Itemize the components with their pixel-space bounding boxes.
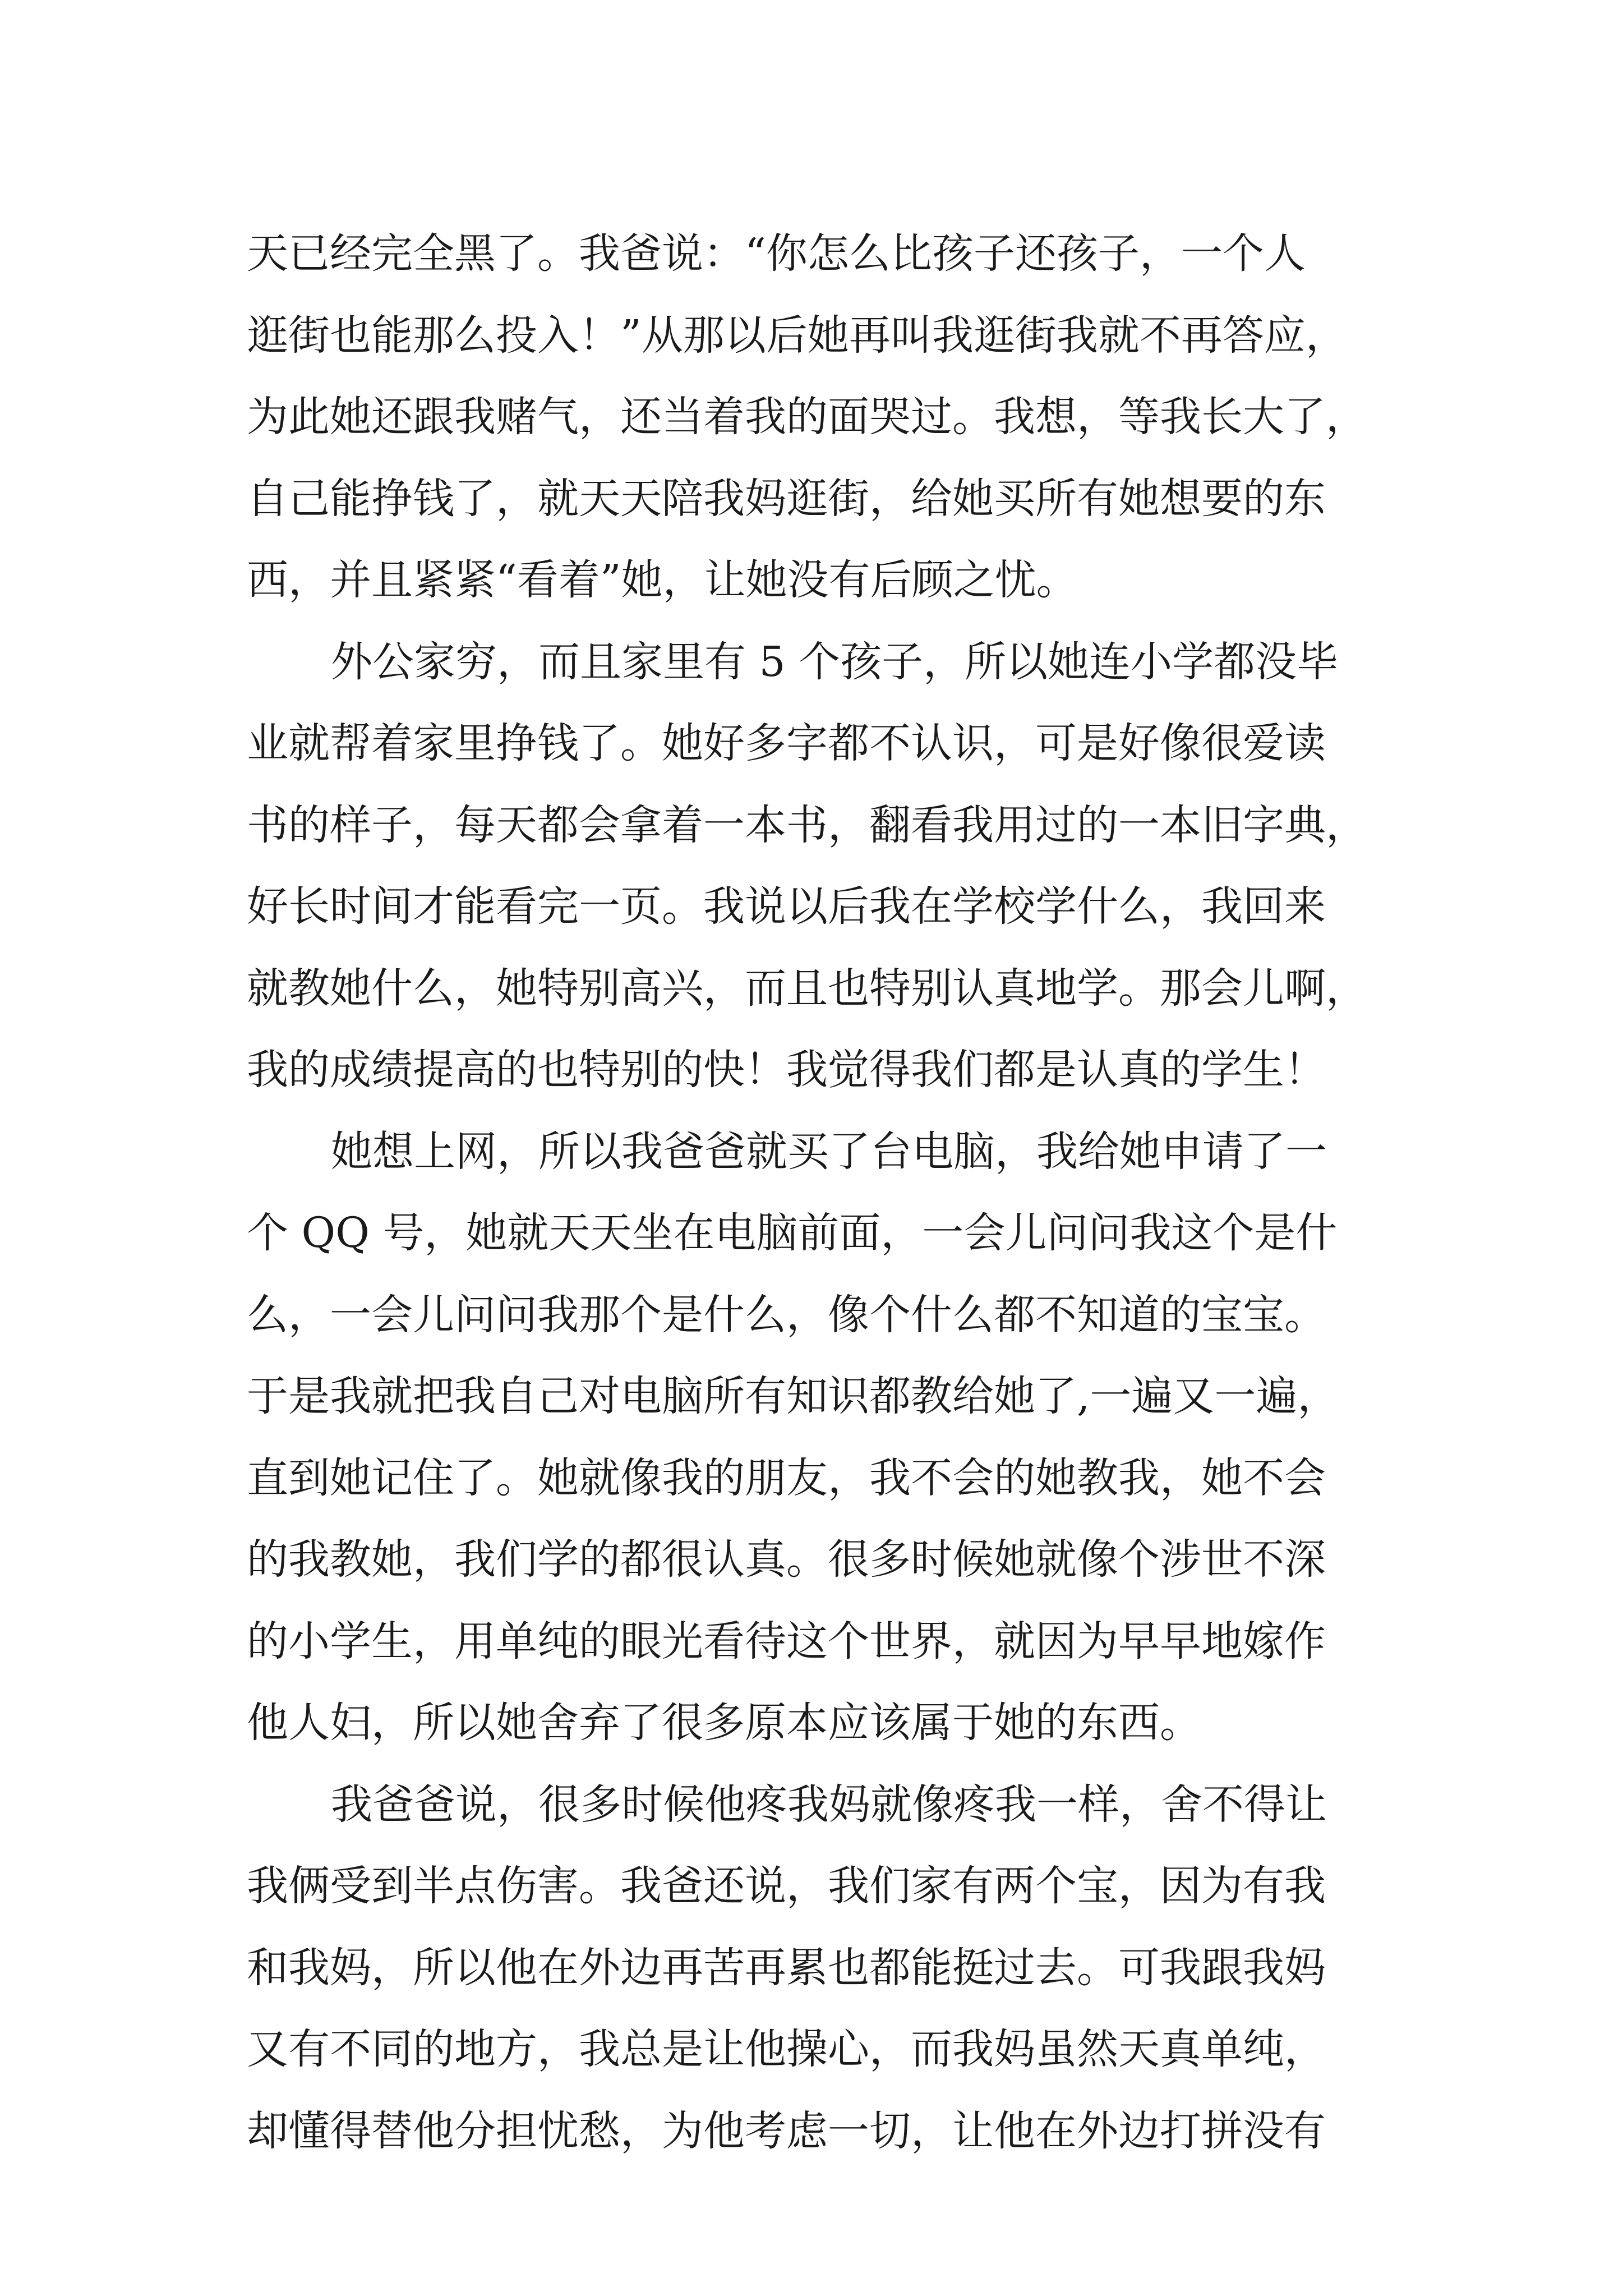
text-line: 就教她什么，她特别高兴，而且也特别认真地学。那会儿啊， [247, 964, 1367, 1013]
text-line: 自己能挣钱了，就天天陪我妈逛街，给她买所有她想要的东 [247, 474, 1326, 523]
paragraph-3 [247, 1111, 1391, 1764]
text-line: 我爸爸说，很多时候他疼我妈就像疼我一样，舍不得让 [331, 1780, 1327, 1829]
text-line: 和我妈，所以他在外边再苦再累也都能挺过去。可我跟我妈 [247, 1943, 1326, 1992]
text-line: 天已经完全黑了。我爸说：“你怎么比孩子还孩子，一个人 [247, 229, 1306, 278]
text-line: 他人妇，所以她舍弃了很多原本应该属于她的东西。 [247, 1699, 1201, 1747]
text-line: 个 QQ 号，她就天天坐在电脑前面，一会儿问问我这个是什 [247, 1209, 1338, 1257]
text-line: 逛街也能那么投入！”从那以后她再叫我逛街我就不再答应， [247, 311, 1347, 360]
text-line: 的我教她，我们学的都很认真。很多时候她就像个涉世不深 [247, 1535, 1326, 1584]
text-line: 为此她还跟我赌气，还当着我的面哭过。我想，等我长大了， [247, 393, 1367, 441]
text-line: 我俩受到半点伤害。我爸还说，我们家有两个宝，因为有我 [247, 1862, 1326, 1910]
text-line: 的小学生，用单纯的眼光看待这个世界，就因为早早地嫁作 [247, 1617, 1326, 1665]
text-line: 业就帮着家里挣钱了。她好多字都不认识，可是好像很爱读 [247, 719, 1326, 767]
text-line: 外公家穷，而且家里有 5 个孩子，所以她连小学都没毕 [331, 637, 1339, 686]
body-text [247, 213, 1391, 2172]
paragraph-2 [247, 622, 1391, 1111]
text-line: 书的样子，每天都会拿着一本书，翻看我用过的一本旧字典， [247, 800, 1367, 849]
text-line: 却懂得替他分担忧愁，为他考虑一切，让他在外边打拼没有 [247, 2106, 1326, 2155]
text-line: 直到她记住了。她就像我的朋友，我不会的她教我，她不会 [247, 1453, 1326, 1502]
text-line: 于是我就把我自己对电脑所有知识都教给她了,一遍又一遍， [247, 1372, 1339, 1420]
text-line: 好长时间才能看完一页。我说以后我在学校学什么，我回来 [247, 882, 1326, 931]
text-line: 我的成绩提高的也特别的快！我觉得我们都是认真的学生！ [247, 1046, 1326, 1094]
paragraph-1 [247, 213, 1391, 622]
paragraph-4 [247, 1764, 1391, 2173]
text-line: 又有不同的地方，我总是让他操心，而我妈虽然天真单纯， [247, 2025, 1326, 2073]
text-line: 西，并且紧紧“看着”她，让她没有后顾之忧。 [247, 556, 1078, 604]
text-line: 她想上网，所以我爸爸就买了台电脑，我给她申请了一 [331, 1127, 1327, 1176]
text-line: 么，一会儿问问我那个是什么，像个什么都不知道的宝宝。 [247, 1290, 1326, 1339]
